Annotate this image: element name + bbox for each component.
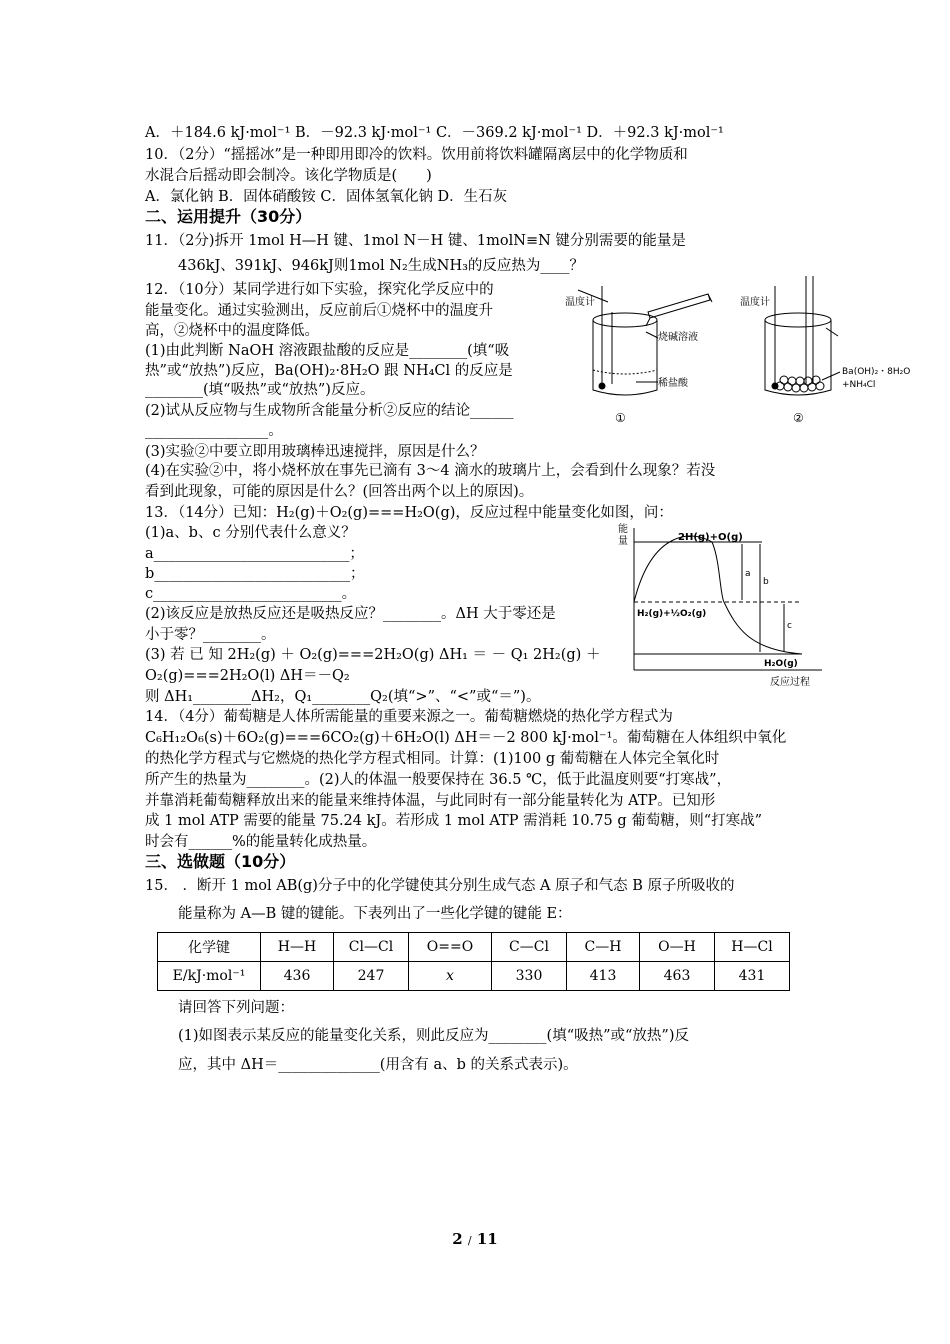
bottom-level-label: H₂O(g)	[764, 659, 798, 669]
table-cell: 436	[261, 962, 334, 991]
a-label: a	[745, 569, 751, 579]
c-label: c	[787, 621, 792, 631]
q12-part1: (1)由此判断 NaOH 溶液跟盐酸的反应是________(填“吸	[145, 343, 510, 359]
q12-part1-2: 热”或“放热”)反应，Ba(OH)₂·8H₂O 跟 NH₄Cl 的反应是	[145, 363, 513, 379]
q12-part2: (2)试从反应物与生成物所含能量分析②反应的结论______	[145, 403, 514, 419]
energy-diagram	[612, 520, 834, 690]
nh4cl-label: +NH₄Cl	[842, 380, 876, 390]
q14-stem-4: 所产生的热量为________。(2)人的体温一般要保持在 36.5 ℃，低于此温度则要“打寒战”，	[145, 772, 732, 788]
table-cell: 247	[334, 962, 409, 991]
section-3-heading: 三、选做题（10分）	[145, 852, 296, 871]
q15-stem-2: 能量称为 A—B 键的键能。下表列出了一些化学键的键能 E：	[178, 906, 572, 922]
q14-stem-7: 时会有______%的能量转化成热量。	[145, 834, 377, 850]
section-2-heading: 二、运用提升（30分）	[145, 207, 312, 226]
q10-stem-2: 水混合后摇动即会制冷。该化学物质是( )	[145, 168, 432, 184]
naoh-label: 烧碱溶液	[658, 332, 698, 343]
b-label: b	[763, 577, 769, 587]
page-number: 2	[452, 1230, 463, 1248]
q12-stem-2: 能量变化。通过实验测出，反应前后①烧杯中的温度升	[145, 303, 493, 319]
page-footer	[0, 1230, 950, 1248]
table-cell: E/kJ·mol⁻¹	[158, 962, 261, 991]
hcl-label: 稀盐酸	[658, 378, 688, 389]
q14-stem-6: 成 1 mol ATP 需要的能量 75.24 kJ。若形成 1 mol ATP 需消耗 10.75 g 葡萄糖，则“打寒战”	[145, 813, 763, 829]
q13-a-blank: a___________________________；	[145, 546, 364, 562]
table-cell: H—Cl	[715, 933, 790, 962]
q13-part2: (2)该反应是放热反应还是吸热反应？________。ΔH 大于零还是	[145, 606, 556, 622]
q15-part1-2: 应，其中 ΔH＝______________(用含有 a、b 的关系式表示)。	[178, 1057, 578, 1073]
y-label-1: 能	[618, 524, 628, 535]
q11-stem-2: 436kJ、391kJ、946kJ则1mol N₂生成NH₃的反应热为____？	[178, 258, 584, 274]
table-cell: 431	[715, 962, 790, 991]
q13-part2-2: 小于零？________。	[145, 627, 276, 643]
table-row	[158, 962, 790, 991]
q14-stem-2: C₆H₁₂O₆(s)＋6O₂(g)===6CO₂(g)＋6H₂O(l) ΔH＝－2 800 kJ·mol⁻¹。葡萄糖在人体组织中氧化	[145, 730, 787, 746]
beaker-2-label: ②	[793, 411, 804, 425]
q10-stem: 10．（2分）“摇摇冰”是一种即用即冷的饮料。饮用前将饮料罐隔离层中的化学物质和	[145, 147, 688, 163]
q13-part3-3: 则 ΔH₁________ΔH₂，Q₁________Q₂(填“>”、“<”或“＝”)。	[145, 689, 541, 705]
table-cell: 化学键	[158, 933, 261, 962]
thermometer-label-1: 温度计	[565, 297, 595, 308]
q13-stem: 13．（14分）已知：H₂(g)＋O₂(g)===H₂O(g)，反应过程中能量变化如图，问：	[145, 505, 673, 521]
table-cell: H—H	[261, 933, 334, 962]
baoh-label: Ba(OH)₂・8H₂O	[842, 367, 911, 377]
q13-part3-2: O₂(g)===2H₂O(l) ΔH＝－Q₂	[145, 668, 350, 684]
q15-part1: (1)如图表示某反应的能量变化关系，则此反应为________(填“吸热”或“放热”)反	[178, 1028, 690, 1044]
q12-stem-3: 高，②烧杯中的温度降低。	[145, 323, 319, 339]
q11-stem: 11．（2分)拆开 1mol H—H 键、1mol N－H 键、1molN≡N 键分别需要的能量是	[145, 233, 686, 249]
q14-stem-5: 并靠消耗葡萄糖释放出来的能量来维持体温，与此同时有一部分能量转化为 ATP。已知形	[145, 793, 716, 809]
top-level-label: 2H(g)+O(g)	[678, 532, 743, 543]
table-cell: 413	[567, 962, 640, 991]
q12-part2-2: _________________。	[145, 423, 283, 439]
thermometer-label-2: 温度计	[740, 297, 770, 308]
q13-b-blank: b___________________________；	[145, 566, 365, 582]
x-label: 反应过程	[770, 677, 810, 688]
table-cell: Cl—Cl	[334, 933, 409, 962]
table-cell: O==O	[409, 933, 492, 962]
q13-part1: (1)a、b、c 分别代表什么意义？	[145, 525, 356, 541]
page-separator: /	[467, 1234, 472, 1247]
q13-part3: (3) 若 已 知 2H₂(g) ＋ O₂(g)===2H₂O(g) ΔH₁ ＝ － Q₁ 2H₂(g) ＋	[145, 647, 601, 663]
table-cell: C—Cl	[492, 933, 567, 962]
beaker-2	[765, 276, 840, 395]
q12-part4: (4)在实验②中，将小烧杯放在事先已滴有 3～4 滴水的玻璃片上，会看到什么现象？若没	[145, 463, 716, 479]
q12-part1-3: ________(填“吸热”或“放热”)反应。	[145, 382, 375, 398]
q15-stem: 15． ．断开 1 mol AB(g)分子中的化学键使其分别生成气态 A 原子和气态 B 原子所吸收的	[145, 878, 735, 894]
q14-stem-3: 的热化学方程式与它燃烧的热化学方程式相同。计算：(1)100 g 葡萄糖在人体完全氧化时	[145, 751, 720, 767]
table-cell: C—H	[567, 933, 640, 962]
q13-c-blank: c__________________________。	[145, 586, 357, 602]
q10-options: A．氯化钠 B．固体硝酸铵 C．固体氢氧化钠 D．生石灰	[145, 189, 508, 205]
q12-stem: 12．（10分）某同学进行如下实验，探究化学反应中的	[145, 282, 494, 298]
q12-part3: (3)实验②中要立即用玻璃棒迅速搅拌，原因是什么？	[145, 444, 485, 460]
table-row	[158, 933, 790, 962]
table-cell: x	[409, 962, 492, 991]
q14-stem: 14．（4分）葡萄糖是人体所需能量的重要来源之一。葡萄糖燃烧的热化学方程式为	[145, 709, 673, 725]
q12-part4-2: 看到此现象，可能的原因是什么？(回答出两个以上的原因)。	[145, 484, 534, 500]
q9-options: A．＋184.6 kJ·mol⁻¹ B．－92.3 kJ·mol⁻¹ C．－369.2 kJ·mol⁻¹ D．＋92.3 kJ·mol⁻¹	[145, 125, 724, 141]
table-cell: 330	[492, 962, 567, 991]
table-cell: 463	[640, 962, 715, 991]
table-cell: O—H	[640, 933, 715, 962]
bond-energy-table	[157, 932, 790, 991]
mid-level-label: H₂(g)+½O₂(g)	[637, 609, 707, 619]
y-label-2: 量	[618, 536, 628, 547]
page-total: 11	[476, 1230, 498, 1248]
beaker-figure	[560, 272, 940, 432]
q15-prompt: 请回答下列问题：	[178, 1000, 294, 1016]
beaker-1-label: ①	[615, 411, 626, 425]
